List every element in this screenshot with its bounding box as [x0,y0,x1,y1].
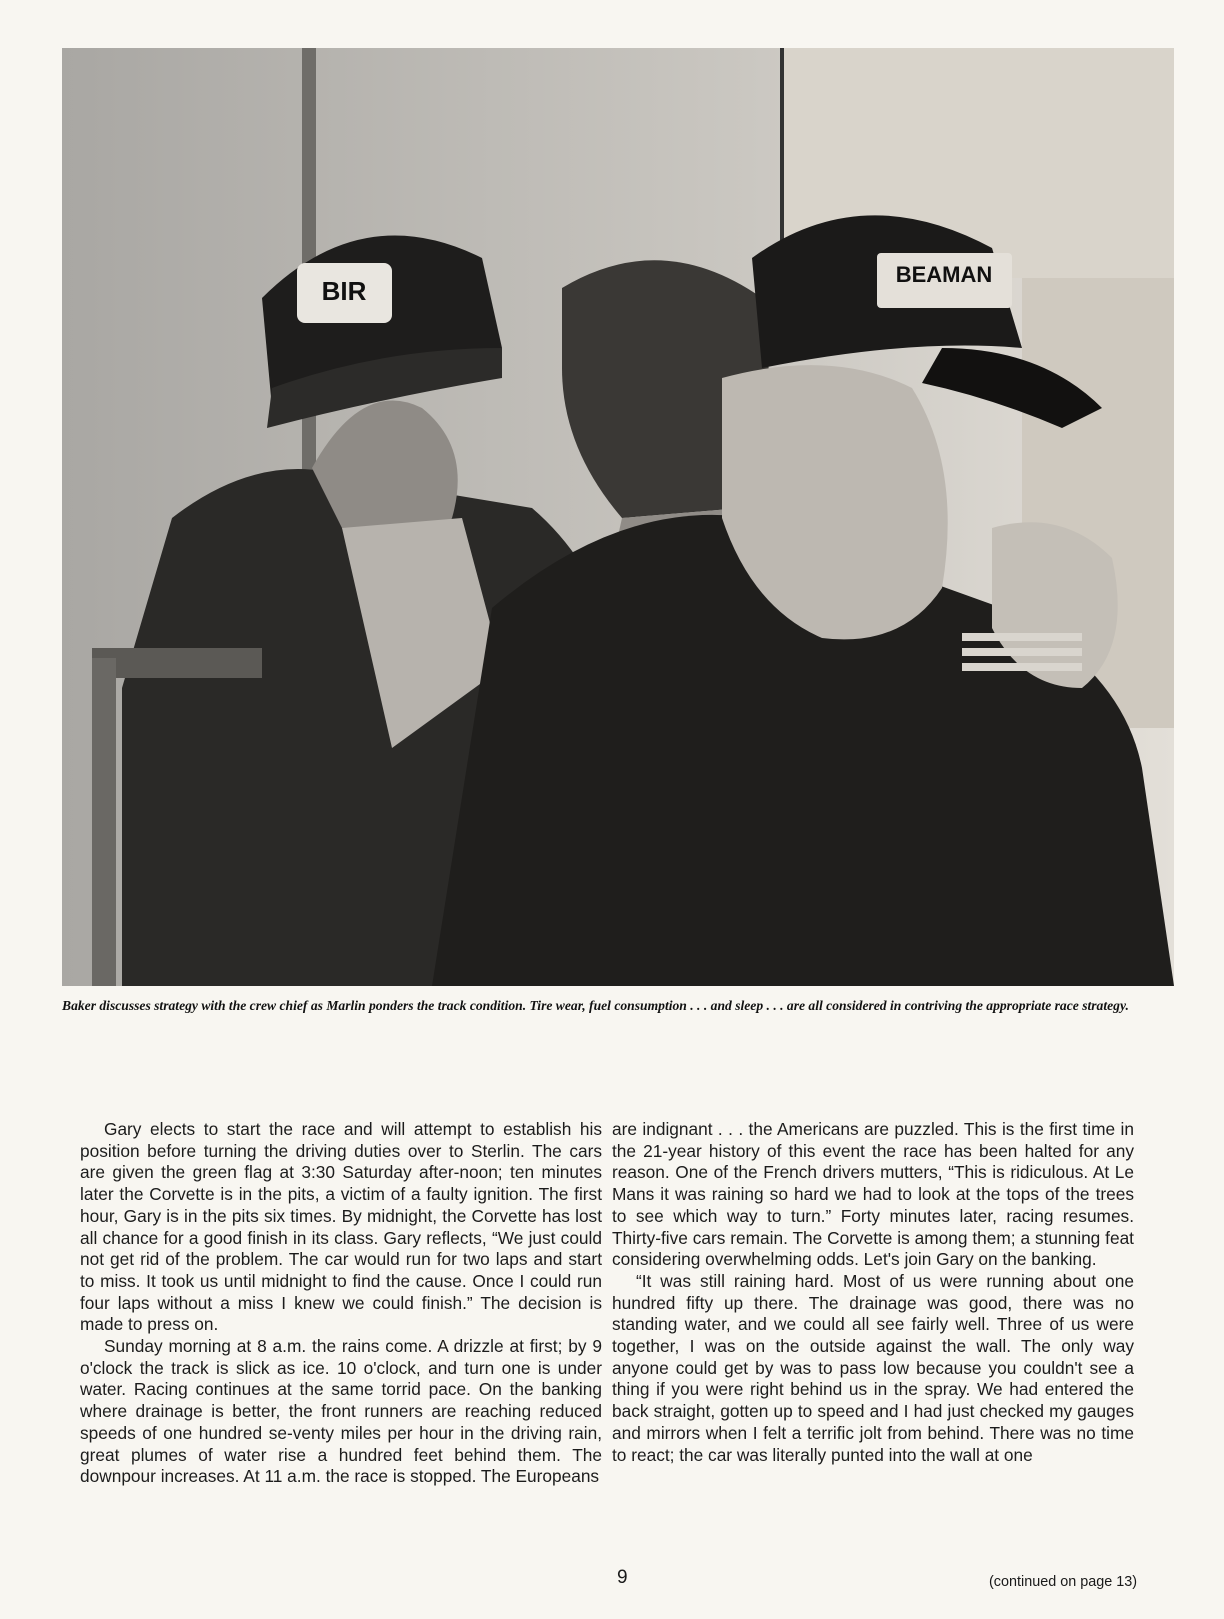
beaman-logo: BEAMAN [895,262,993,287]
article-column-left [80,1119,602,1488]
page-number: 9 [617,1567,628,1588]
photograph-icon [62,48,1174,986]
paragraph: “It was still raining hard. Most of us were running about one hundred fifty up there. The drainage was good, there was no standing water, and we could all see fairly well. Three of us were together, I was on the outside against the wall. The only way anyone could get by was to pass low because you couldn't see a thing if you were right behind us in the spray. We had entered the back straight, gotten up to speed and I had just checked my gauges and mirrors when I felt a terrific jolt from behind. There was no time to react; the car was literally punted into the wall at one [612,1270,1134,1465]
bir-logo: BIR [321,276,367,306]
paragraph: Gary elects to start the race and will attempt to establish his position before turning the driving duties over to Sterlin. The cars are given the green flag at 3:30 Saturday after-noon; ten minutes later the Corvette is in the pits, a victim of a faulty ignition. The first hour, Gary is in the pits six times. By midnight, the Corvette has lost all chance for a good finish in its class. Gary reflects, “We just could not get rid of the problem. The car would run for two laps and start to miss. It took us until midnight to find the cause. Once I could run four laps without a miss I knew we could finish.” The decision is made to press on. [80,1119,602,1335]
race-photo [62,48,1174,986]
continued-note: (continued on page 13) [989,1574,1138,1590]
article-column-right [612,1119,1134,1466]
paragraph: Sunday morning at 8 a.m. the rains come. A drizzle at first; by 9 o'clock the track is slick as ice. 10 o'clock, and turn one is under water. Racing continues at the same torrid pace. On the banking where drainage is better, the front runners are reaching reduced speeds of one hundred se-venty miles per hour in the driving rain, great plumes of water rise a hundred feet behind them. The downpour increases. At 11 a.m. the race is stopped. The Europeans [80,1336,602,1487]
photo-caption: Baker discusses strategy with the crew chief as Marlin ponders the track condition. Tire wear, fuel consumption . . . and sleep . . . are all considered in contriving the appropriate race strategy. [62,998,1129,1013]
paragraph: are indignant . . . the Americans are puzzled. This is the first time in the 21-year history of this event the race has been halted for any reason. One of the French drivers mutters, “This is ridiculous. At Le Mans it was raining so hard we had to look at the tops of the trees to see which way to turn.” Forty minutes later, racing resumes. Thirty-five cars remain. The Corvette is among them; a stunning feat considering overwhelming odds. Let's join Gary on the banking. [612,1119,1134,1270]
